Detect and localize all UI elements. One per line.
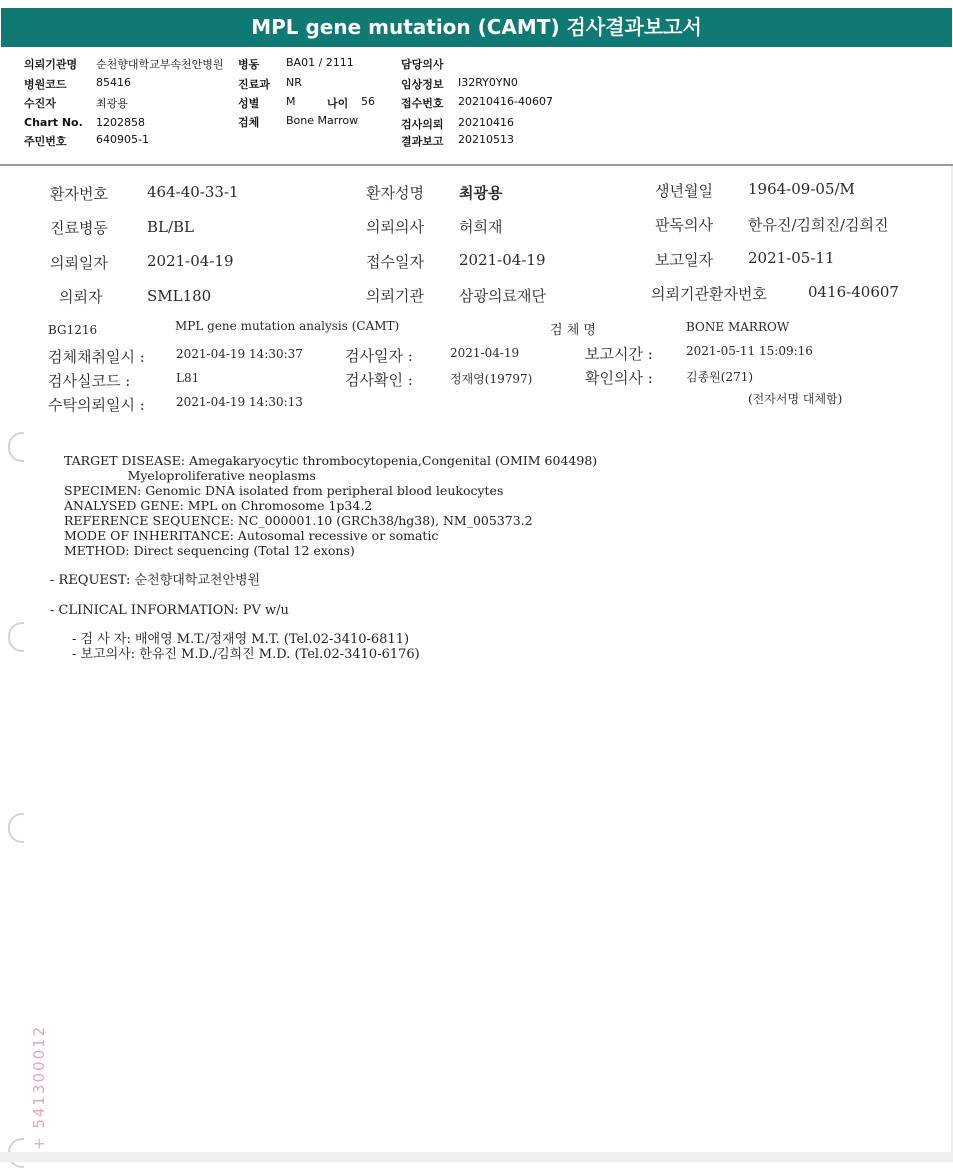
report-time-value: 2021-05-11 15:09:16: [686, 344, 813, 358]
esignature-note: (전자서명 대체함): [748, 392, 843, 406]
requester-value: SML180: [147, 287, 212, 305]
request-date-value: 2021-04-19: [147, 252, 234, 270]
age-label: 나이: [327, 97, 349, 110]
receipt-date-label: 접수일자: [366, 253, 424, 271]
collect-datetime-label: 검체채취일시 :: [48, 348, 145, 366]
lab-code-label: 검사실코드 :: [48, 372, 131, 390]
institution-value: 순천향대학교부속천안병원: [96, 58, 224, 71]
report-date-value: 2021-05-11: [748, 249, 835, 267]
ward-code-value: BL/BL: [147, 218, 195, 236]
request-institution-value: 삼광의료재단: [459, 287, 546, 305]
birthdate-value: 1964-09-05/M: [748, 180, 855, 198]
sex-label: 성별: [238, 97, 260, 110]
sex-value: M: [286, 95, 296, 108]
tester-line: - 검 사 자: 배애영 M.T./정재영 M.T. (Tel.02-3410-6811): [72, 632, 410, 647]
specimen-name-value: BONE MARROW: [686, 320, 790, 334]
test-confirm-value: 정재영(19797): [450, 372, 533, 386]
receipt-date-value: 2021-04-19: [459, 251, 546, 269]
institution-patient-no-label: 의뢰기관환자번호: [651, 285, 767, 303]
patient-no-label: 환자번호: [50, 185, 108, 203]
request-line: - REQUEST: 순천향대학교천안병원: [50, 573, 261, 588]
result-report-label: 결과보고: [401, 135, 444, 148]
page-title: MPL gene mutation (CAMT) 검사결과보고서: [251, 15, 702, 39]
test-confirm-label: 검사확인 :: [345, 371, 413, 389]
receipt-no-value: 20210416-40607: [458, 95, 553, 108]
chart-no-value: 1202858: [96, 116, 145, 129]
body-line: REFERENCE SEQUENCE: NC_000001.10 (GRCh38/hg38), NM_005373.2: [64, 513, 533, 528]
age-value: 56: [361, 95, 375, 108]
requesting-doctor-label: 의뢰의사: [366, 218, 424, 236]
test-request-value: 20210416: [458, 116, 514, 129]
title-bar: [0, 0, 953, 47]
clinical-info-value: I32RY0YN0: [458, 76, 518, 89]
test-request-label: 검사의뢰: [401, 118, 444, 131]
body-line: Myeloproliferative neoplasms: [64, 468, 316, 483]
body-line: SPECIMEN: Genomic DNA isolated from peripheral blood leukocytes: [64, 483, 504, 498]
confirm-doctor-label: 확인의사 :: [585, 369, 653, 387]
department-label: 진료과: [238, 78, 270, 91]
department-value: NR: [286, 76, 302, 89]
document-stamp: + 541300012: [30, 1024, 48, 1150]
body-line: ANALYSED GENE: MPL on Chromosome 1p34.2: [64, 498, 373, 513]
request-institution-label: 의뢰기관: [366, 287, 424, 305]
ward-label: 병동: [238, 58, 260, 71]
attending-label: 담당의사: [401, 58, 444, 71]
specimen-value: Bone Marrow: [286, 114, 359, 127]
request-date-label: 의뢰일자: [50, 254, 108, 272]
test-name: MPL gene mutation analysis (CAMT): [175, 319, 400, 333]
reading-doctor-value: 한유진/김희진/김희진: [748, 216, 889, 234]
patient-label: 수진자: [24, 97, 56, 110]
patient-no-value: 464-40-33-1: [147, 183, 239, 201]
test-date-value: 2021-04-19: [450, 346, 520, 360]
hospital-code-value: 85416: [96, 76, 131, 89]
requester-label: 의뢰자: [59, 288, 103, 306]
report-time-label: 보고시간 :: [585, 345, 653, 363]
chart-no-label: Chart No.: [24, 116, 83, 129]
patient-value: 최광용: [96, 97, 128, 110]
clinical-info-label: 임상정보: [401, 78, 444, 91]
institution-label: 의뢰기관명: [24, 58, 78, 71]
reading-doctor-label: 판독의사: [655, 216, 713, 234]
collect-datetime-value: 2021-04-19 14:30:37: [176, 347, 303, 361]
specimen-label: 검체: [238, 116, 260, 129]
reporter-line: - 보고의사: 한유진 M.D./김희진 M.D. (Tel.02-3410-6176): [72, 647, 420, 662]
receipt-no-label: 접수번호: [401, 97, 444, 110]
test-date-label: 검사일자 :: [345, 347, 413, 365]
resident-no-value: 640905-1: [96, 133, 149, 146]
bottom-strip: [0, 1152, 953, 1162]
body-line: TARGET DISEASE: Amegakaryocytic thrombocytopenia,Congenital (OMIM 604498): [64, 453, 598, 468]
lab-code-value: L81: [176, 371, 200, 385]
requesting-doctor-value: 허희재: [459, 218, 503, 236]
result-report-value: 20210513: [458, 133, 514, 146]
body-line: METHOD: Direct sequencing (Total 12 exons): [64, 543, 355, 558]
institution-patient-no-value: 0416-40607: [808, 283, 899, 301]
birthdate-label: 생년월일: [655, 182, 713, 200]
confirm-doctor-value: 김종원(271): [686, 370, 754, 384]
ward-code-label: 진료병동: [50, 219, 108, 237]
test-code: BG1216: [48, 323, 98, 337]
patient-name-value: 최광용: [459, 184, 503, 202]
consign-datetime-label: 수탁의뢰일시 :: [48, 396, 145, 414]
report-date-label: 보고일자: [655, 251, 713, 269]
ward-value: BA01 / 2111: [286, 56, 354, 69]
clinical-info-line: - CLINICAL INFORMATION: PV w/u: [50, 603, 289, 618]
hospital-code-label: 병원코드: [24, 78, 67, 91]
body-line: MODE OF INHERITANCE: Autosomal recessive or somatic: [64, 528, 439, 543]
specimen-name-label: 검 체 명: [550, 323, 596, 338]
consign-datetime-value: 2021-04-19 14:30:13: [176, 395, 303, 409]
patient-name-label: 환자성명: [366, 184, 424, 202]
resident-no-label: 주민번호: [24, 135, 67, 148]
